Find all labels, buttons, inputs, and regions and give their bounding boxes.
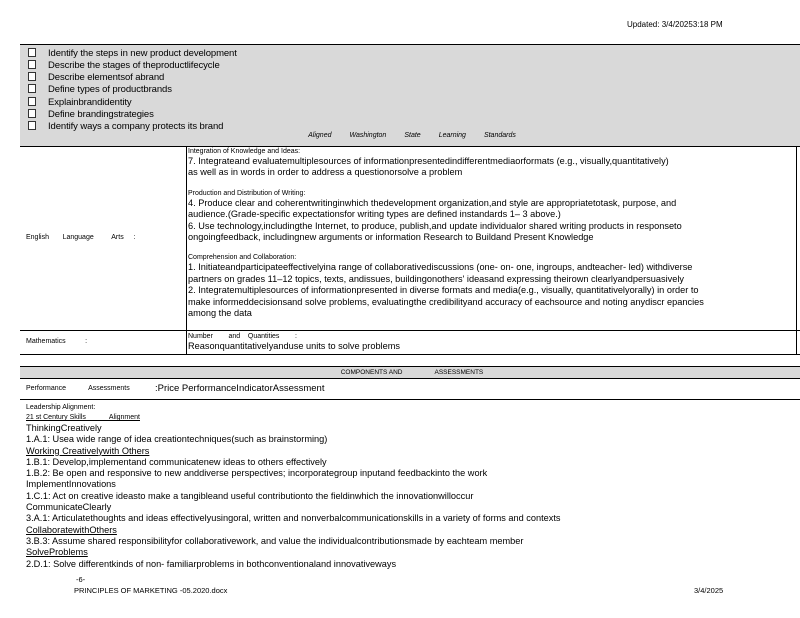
skill-line: 3.A.1: Articulatethoughts and ideas effectivelyusingoral, written and nonverbalcommunicationskills in a variety of forms and contexts	[26, 513, 561, 524]
objective-item: Identify ways a company protects its brand	[28, 121, 223, 132]
bullet-icon	[28, 97, 36, 106]
standard-line: 1. Initiateandparticipateeffectivelyina range of collaborativediscussions (one- on- one, ingroups, andteacher- led) withdiverse	[188, 262, 693, 273]
section-heading: Number and Quantities :	[188, 333, 297, 340]
objective-item: Identify the steps in new product development	[28, 48, 237, 59]
skill-line: 3.B.3: Assume shared responsibilityfor collaborativework, and value the individualcontributionsmade by eachteam member	[26, 535, 524, 546]
objective-item: Describe elementsof abrand	[28, 72, 164, 83]
standard-line: 4. Produce clear and coherentwritinginwhich thedevelopment organization,and style are appropriatetotask, purpose, and	[188, 197, 677, 208]
bullet-icon	[28, 72, 36, 81]
section-heading: Production and Distribution of Writing:	[188, 189, 306, 197]
skill-line: CommunicateClearly	[26, 502, 112, 513]
skills-list	[26, 423, 786, 570]
standard-line: among the data	[188, 308, 252, 319]
skill-line: ImplementInnovations	[26, 479, 116, 490]
performance-label: Performance Assessments	[26, 385, 130, 392]
standard-line: 6. Use technology,includingthe Internet, to produce, publish,and update individualor shared writing products in responseto	[188, 220, 682, 231]
performance-row	[20, 379, 800, 400]
ela-standards	[188, 147, 774, 319]
document-name: PRINCIPLES OF MARKETING -05.2020.docx	[74, 586, 228, 595]
leadership-alignment: Leadership Alignment:	[26, 404, 96, 411]
objectives-block	[20, 44, 800, 147]
century-skills-alignment: 21 st Century Skills Alignment	[26, 414, 140, 421]
skill-line: SolveProblems	[26, 547, 88, 558]
updated-timestamp: Updated: 3/4/20253:18 PM	[627, 20, 723, 29]
table-border	[796, 147, 797, 354]
components-body	[26, 403, 786, 570]
bullet-icon	[28, 84, 36, 93]
components-header: COMPONENTS AND ASSESSMENTS	[20, 367, 800, 379]
section-heading: Integration of Knowledge and Ideas:	[188, 148, 301, 155]
standard-line: ongoingfeedback, includingnew arguments or information Research to Buildand Present Knowledge	[188, 232, 594, 243]
bullet-icon	[28, 60, 36, 69]
standard-line: 7. Integrateand evaluatemultiplesources of informationpresentedindifferentmediaorformats (e.g., visually,quantitatively)	[188, 156, 669, 166]
performance-value: :Price PerformanceIndicatorAssessment	[155, 383, 325, 394]
objective-item: Describe the stages of theproductlifecycle	[28, 60, 220, 71]
ela-label: English Language Arts :	[26, 234, 136, 241]
row-separator	[20, 330, 800, 331]
skill-line: CollaboratewithOthers	[26, 524, 117, 535]
page-number: -6-	[76, 575, 86, 584]
skill-line: 1.B.1: Develop,implementand communicatenew ideas to others effectively	[26, 456, 327, 467]
standard-line: 2. Integratemultiplesources of informationpresented in diverse formats and media(e.g., visually, quantitativelyorally) in order to	[188, 285, 699, 296]
components-table	[20, 366, 800, 577]
standards-header: Aligned Washington State Learning Standards	[308, 132, 516, 139]
skill-line: 2.D.1: Solve differentkinds of non- familiarproblems in bothconventionaland innovativeways	[26, 558, 397, 569]
skill-line: 1.A.1: Usea wide range of idea creationtechniques(such as brainstorming)	[26, 434, 328, 445]
skill-line: 1.C.1: Act on creative ideasto make a tangibleand useful contributionto the fieldinwhich the innovationwilloccur	[26, 490, 474, 501]
skill-line: 1.B.2: Be open and responsive to new anddiverse perspectives; incorporategroup inputand feedbackinto the work	[26, 468, 488, 479]
objective-item: Define brandingstrategies	[28, 109, 154, 120]
skill-line: ThinkingCreatively	[26, 423, 102, 433]
standard-line: make informeddecisionsand solve problems, evaluatingthe credibilityand accuracy of eachsource and noting anydiscr epancies	[188, 296, 704, 307]
objective-item: Define types of productbrands	[28, 84, 172, 95]
standard-line: as well as in words in order to address a questionorsolve a problem	[188, 167, 463, 178]
bullet-icon	[28, 48, 36, 57]
standard-line: audience.(Grade-specific expectationsfor writing types are defined instandards 1– 3 above.)	[188, 209, 561, 220]
bullet-icon	[28, 121, 36, 130]
standard-line: partners on grades 11–12 topics, texts, andissues, buildingonothers' ideasand expressing theirown clearlyandpersuasively	[188, 273, 684, 284]
math-label: Mathematics :	[26, 338, 88, 345]
math-standards	[188, 332, 774, 352]
section-heading: Comprehension and Collaboration:	[188, 254, 297, 262]
bullet-icon	[28, 109, 36, 118]
objective-item: Explainbrandidentity	[28, 97, 132, 108]
skill-line: Working Creativelywith Others	[26, 445, 150, 456]
footer-date: 3/4/2025	[694, 586, 724, 595]
standard-line: Reasonquantitativelyanduse units to solve problems	[188, 341, 400, 351]
column-divider	[186, 147, 187, 354]
standards-table	[20, 146, 800, 355]
